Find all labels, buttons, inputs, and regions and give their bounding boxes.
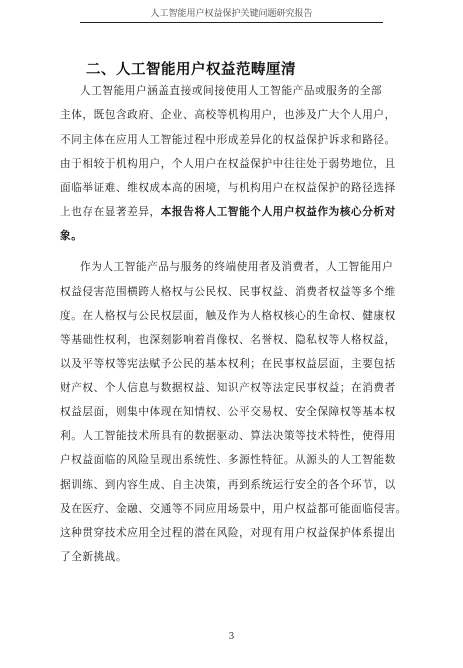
paragraph-line: 户权益面临的风险呈现出系统性、多源性特征。从源头的人工智能数: [60, 454, 396, 466]
paragraph-text: 上也存在显著差异，: [60, 206, 161, 218]
paragraph-line: 这种贯穿技术应用全过程的潜在风险，对现有用户权益保护体系提出: [60, 527, 396, 539]
paragraph-line: 及在医疗、金融、交通等不同应用场景中，用户权益都可能面临侵害。: [60, 503, 408, 515]
paragraph-line: 不同主体在应用人工智能过程中形成差异化的权益保护诉求和路径。: [60, 134, 396, 146]
paragraph-line: [60, 205, 410, 219]
paragraph-line: 度。在人格权与公民权层面，触及作为人格权核心的生命权、健康权: [60, 310, 396, 322]
paragraph-line: 作为人工智能产品与服务的终端使用者及消费者，人工智能用户: [80, 261, 394, 273]
paragraph-line: 利。人工智能技术所具有的数据驱动、算法决策等技术特性，使得用: [60, 430, 396, 442]
emphasis-text: 本报告将人工智能个人用户权益作为核心分析对: [160, 206, 396, 218]
paragraph-line: 了全新挑战。: [60, 551, 128, 563]
paragraph-line: 以及平等权等宪法赋予公民的基本权利；在民事权益层面，主要包括: [60, 358, 396, 370]
paragraph-line: 据训练、到内容生成、自主决策，再到系统运行安全的各个环节，以: [60, 479, 396, 491]
paragraph-line: 面临举证难、维权成本高的困境，与机构用户在权益保护的路径选择: [60, 182, 396, 194]
section-title: 二、人工智能用户权益范畴厘清: [86, 62, 296, 78]
paragraph-line: 权益侵害范围横跨人格权与公民权、民事权益、消费者权益等多个维: [60, 286, 396, 298]
page-number: 3: [228, 632, 235, 642]
paragraph-line: 人工智能用户涵盖直接或间接使用人工智能产品或服务的全部: [80, 85, 383, 97]
paragraph-line: 由于相较于机构用户，个人用户在权益保护中往往处于弱势地位，且: [60, 158, 396, 170]
header-rule: [80, 22, 383, 23]
emphasis-line: 象。: [60, 230, 83, 242]
paragraph-line: 权益层面，则集中体现在知情权、公平交易权、安全保障权等基本权: [60, 406, 396, 418]
running-header: 人工智能用户权益保护关键问题研究报告: [150, 9, 313, 19]
paragraph-line: 等基础性权利，也深刻影响着肖像权、名誉权、隐私权等人格权益，: [60, 334, 396, 346]
paragraph-line: 财产权、个人信息与数据权益、知识产权等法定民事权益；在消费者: [60, 382, 396, 394]
paragraph-line: 主体，既包含政府、企业、高校等机构用户，也涉及广大个人用户，: [60, 109, 396, 121]
